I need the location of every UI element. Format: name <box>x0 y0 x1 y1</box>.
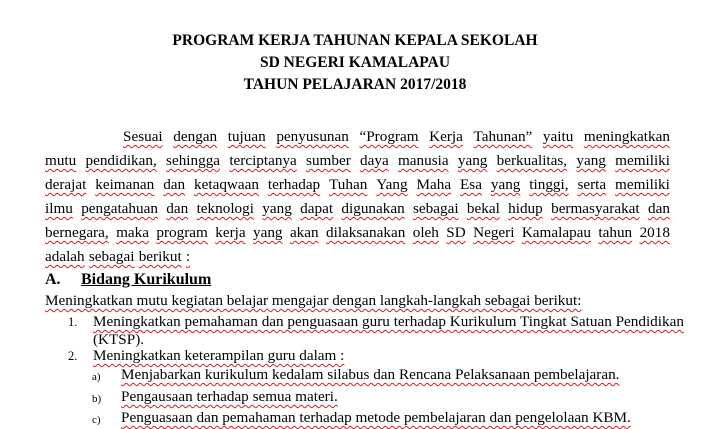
paragraph-word: SD <box>446 224 466 241</box>
paragraph-word: sehingga <box>166 152 221 169</box>
sub-list-letter: a) <box>92 371 101 383</box>
sub-list-text: Pengausaan terhadap semua materi. <box>121 388 338 405</box>
paragraph-word: kerja <box>215 224 246 241</box>
paragraph-word: tujuan <box>227 128 266 145</box>
paragraph-word: : <box>185 248 191 265</box>
paragraph-word: dan <box>166 200 189 217</box>
paragraph-word: memiliki <box>615 176 670 193</box>
paragraph-word: ilmu <box>45 200 73 217</box>
paragraph-word: pendidikan, <box>85 152 157 169</box>
paragraph-word: berikut <box>138 248 182 265</box>
document-title-line-2: SD NEGERI KAMALAPAU <box>259 54 451 71</box>
paragraph-word: mutu <box>45 152 77 169</box>
paragraph-word: manusia <box>397 152 449 169</box>
paragraph-word: yang <box>262 200 292 217</box>
paragraph-line <box>45 197 670 221</box>
list-item-text: Meningkatkan keterampilan guru dalam : <box>93 347 345 364</box>
paragraph-word: yang <box>253 224 283 241</box>
sub-list-letter: c) <box>92 414 101 426</box>
paragraph-word: penyusunan <box>276 128 349 145</box>
paragraph-word: terhadap <box>267 176 321 193</box>
paragraph-line <box>45 149 670 173</box>
paragraph-word: oleh <box>412 224 439 241</box>
list-item-text: Meningkatkan pemahaman dan penguasaan guru terhadap Kurikulum Tingkat Satuan Pendidikan <box>93 313 684 330</box>
paragraph-word: terciptanya <box>229 152 297 169</box>
section-title: Bidang Kurikulum <box>81 271 212 288</box>
intro-paragraph <box>45 125 670 269</box>
paragraph-word: yang <box>490 176 521 193</box>
paragraph-word: dan <box>163 176 186 193</box>
paragraph-word: sebagai <box>413 200 459 217</box>
paragraph-word: maka <box>116 224 149 241</box>
paragraph-word: bernegara, <box>45 224 109 241</box>
paragraph-word: adalah <box>45 248 85 265</box>
section-intro: Meningkatkan mutu kegiatan belajar mengajar dengan langkah-langkah sebagai berikut: <box>45 292 582 309</box>
paragraph-word: hidup <box>508 200 543 217</box>
document-title-line-3: TAHUN PELAJARAN 2017/2018 <box>243 76 467 93</box>
paragraph-word: Tahunan” <box>473 128 533 145</box>
paragraph-word: Kamalapau <box>521 224 591 241</box>
paragraph-word: akan <box>289 224 319 241</box>
paragraph-word: berkualitas, <box>496 152 568 169</box>
paragraph-word: sumber <box>306 152 351 169</box>
sub-list-text: Menjabarkan kurikulum kedalam silabus dan Rencana Pelaksanaan pembelajaran. <box>121 366 620 383</box>
paragraph-word: Yang <box>376 176 408 193</box>
paragraph-word: dapat <box>300 200 334 217</box>
paragraph-word: tahun <box>598 224 633 241</box>
paragraph-word: ketaqwaan <box>194 176 259 193</box>
document-title-line-1: PROGRAM KERJA TAHUNAN KEPALA SEKOLAH <box>172 32 538 49</box>
paragraph-word: derajat <box>45 176 87 193</box>
paragraph-word: digunakan <box>341 200 405 217</box>
paragraph-word: Tuhan <box>329 176 368 193</box>
list-number: 2. <box>68 349 78 363</box>
paragraph-line <box>45 245 670 269</box>
paragraph-word: program <box>156 224 208 241</box>
sub-list-letter: b) <box>92 393 102 405</box>
paragraph-word: yang <box>457 152 488 169</box>
paragraph-word: Kerja <box>429 128 463 145</box>
paragraph-word: dengan <box>173 128 218 145</box>
paragraph-word: teknologi <box>196 200 254 217</box>
paragraph-word: daya <box>360 152 389 169</box>
list-item-text-continued: (KTSP). <box>93 331 145 348</box>
paragraph-word: sebagai <box>88 248 135 265</box>
paragraph-word: dilaksanakan <box>326 224 406 241</box>
sub-list-text: Penguasaan dan pemahaman terhadap metode pembelajaran dan pengelolaan KBM. <box>121 409 631 426</box>
paragraph-word: tinggi, <box>529 176 569 193</box>
paragraph-word: dan <box>647 200 670 217</box>
paragraph-word: Esa <box>460 176 482 193</box>
paragraph-word: bekal <box>466 200 500 217</box>
paragraph-word: memiliki <box>615 152 670 169</box>
paragraph-word: keimanan <box>95 176 155 193</box>
paragraph-word: meningkatkan <box>583 128 670 145</box>
section-letter: A. <box>45 271 61 288</box>
section-heading <box>45 270 211 290</box>
paragraph-word: yaitu <box>542 128 574 145</box>
paragraph-line <box>45 221 670 245</box>
list-number: 1. <box>68 315 78 329</box>
paragraph-word: 2018 <box>639 224 670 241</box>
paragraph-word: Maha <box>416 176 452 193</box>
paragraph-word: yang <box>576 152 606 169</box>
paragraph-line <box>45 125 670 149</box>
paragraph-word: bermasyarakat <box>551 200 640 217</box>
paragraph-word: serta <box>577 176 607 193</box>
paragraph-word: “Program <box>359 128 419 145</box>
paragraph-line <box>45 173 670 197</box>
paragraph-word: pengatahuan <box>81 200 158 217</box>
paragraph-word: Sesuai <box>123 128 163 145</box>
paragraph-word: Negeri <box>473 224 515 241</box>
